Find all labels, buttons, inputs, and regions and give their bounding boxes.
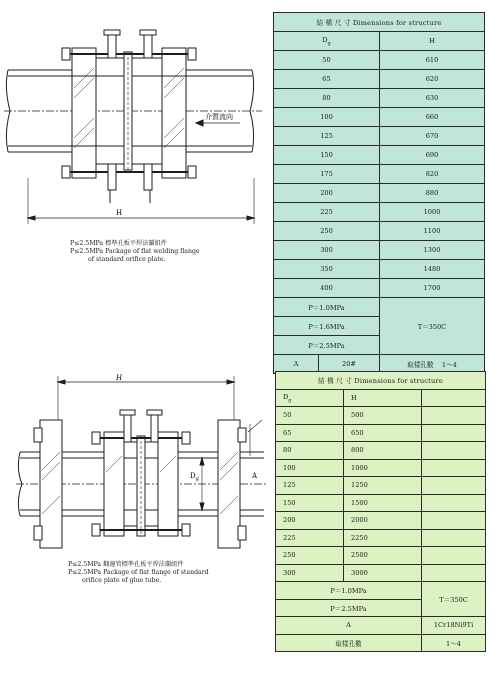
top-dg-cell: 100: [274, 108, 380, 127]
top-h-cell: 630: [380, 89, 485, 108]
table-row: [276, 407, 486, 425]
bottom-blank-cell: [422, 424, 486, 442]
bottom-blank-cell: [422, 564, 486, 582]
table-row: [274, 89, 485, 108]
table-row: [276, 424, 486, 442]
glue-tube-flange-drawing: [12, 372, 270, 562]
table-row: [276, 512, 486, 530]
bottom-h-cell: 2000: [344, 512, 422, 530]
top-col-h-header: H: [380, 32, 485, 51]
bottom-a-label: A: [252, 472, 258, 480]
table-row: [274, 279, 485, 298]
bottom-h-cell: 500: [344, 407, 422, 425]
bottom-tap-holes-value: 1～4: [422, 634, 486, 652]
table-row: [274, 165, 485, 184]
bottom-material-label: A: [276, 617, 422, 635]
table-row: [274, 127, 485, 146]
bottom-h-cell: 650: [344, 424, 422, 442]
top-dg-cell: 300: [274, 241, 380, 260]
top-h-cell: 820: [380, 165, 485, 184]
top-h-cell: 1300: [380, 241, 485, 260]
table-row: [276, 564, 486, 582]
top-dg-cell: 350: [274, 260, 380, 279]
top-h-cell: 1480: [380, 260, 485, 279]
bottom-h-cell: 2500: [344, 547, 422, 565]
table-row: [276, 459, 486, 477]
bottom-dg-cell: 300: [276, 564, 344, 582]
bottom-dg-cell: 100: [276, 459, 344, 477]
table-row: [276, 547, 486, 565]
top-material-value: 20#: [319, 355, 380, 374]
bottom-h-cell: 800: [344, 442, 422, 460]
bottom-pressure-1: P＝1.0MPa: [276, 582, 422, 600]
top-h-cell: 1700: [380, 279, 485, 298]
bottom-caption-line-1: P≤2.5MPa 翻邊管標準孔板平焊法蘭組件: [68, 561, 184, 568]
bottom-h-cell: 1000: [344, 459, 422, 477]
bottom-material-value: 1Cr18Ni9Ti: [422, 617, 486, 635]
top-dg-cell: 225: [274, 203, 380, 222]
table-row: [274, 51, 485, 70]
bottom-h-cell: 1250: [344, 477, 422, 495]
top-dg-cell: 400: [274, 279, 380, 298]
table-row: [274, 70, 485, 89]
flat-welding-flange-drawing: [4, 28, 266, 238]
bottom-dg-cell: 80: [276, 442, 344, 460]
bottom-h-cell: 1500: [344, 494, 422, 512]
bottom-col-h-header: H: [344, 389, 422, 407]
top-dg-cell: 80: [274, 89, 380, 108]
top-tap-holes: 取樣孔數 1～4: [380, 355, 485, 374]
top-caption-line-2: P≤2.5MPa Package of flat welding flange: [70, 248, 200, 255]
bottom-blank-cell: [422, 529, 486, 547]
bottom-caption-line-3: orifice plate of glue tube.: [82, 577, 162, 584]
top-caption-line-1: P≤2.5MPa 標準孔板平焊法蘭組件: [70, 240, 167, 247]
table-row: [274, 146, 485, 165]
top-pressure-3: P＝2.5MPa: [274, 336, 380, 355]
table-row: [274, 241, 485, 260]
top-drawing-caption: [70, 240, 200, 264]
bottom-dg-cell: 150: [276, 494, 344, 512]
top-h-cell: 660: [380, 108, 485, 127]
top-pressure-2: P＝1.6MPa: [274, 317, 380, 336]
bottom-dg-cell: 65: [276, 424, 344, 442]
bottom-tap-holes-label: 取樣孔數: [276, 634, 422, 652]
bottom-blank-cell: [422, 459, 486, 477]
flow-direction-label: 介質流向: [205, 113, 233, 121]
top-h-cell: 610: [380, 51, 485, 70]
table-row: [274, 108, 485, 127]
top-dimensions-table: [273, 12, 485, 374]
table-row: [276, 442, 486, 460]
top-col-d-header: $D_g$: [274, 32, 380, 51]
top-dg-cell: 175: [274, 165, 380, 184]
top-dg-cell: 250: [274, 222, 380, 241]
bottom-dg-cell: 250: [276, 547, 344, 565]
table-row: [274, 260, 485, 279]
top-h-cell: 670: [380, 127, 485, 146]
table-row: [276, 494, 486, 512]
bottom-temperature: T＝350C: [422, 582, 486, 617]
bottom-pressure-2: P＝2.5MPa: [276, 599, 422, 617]
top-dg-cell: 150: [274, 146, 380, 165]
top-table-title: 結 構 尺 寸 Dimensions for structure: [274, 13, 485, 32]
bottom-blank-cell: [422, 547, 486, 565]
table-row: [274, 222, 485, 241]
bottom-col-empty-header: [422, 389, 486, 407]
top-h-cell: 880: [380, 184, 485, 203]
bottom-blank-cell: [422, 494, 486, 512]
bottom-dg-cell: 200: [276, 512, 344, 530]
bottom-dg-cell: 125: [276, 477, 344, 495]
bottom-table-title: 結 構 尺 寸 Dimensions for structure: [276, 372, 486, 390]
bottom-h-cell: 3000: [344, 564, 422, 582]
bottom-dg-cell: 225: [276, 529, 344, 547]
bottom-blank-cell: [422, 477, 486, 495]
top-h-cell: 1000: [380, 203, 485, 222]
top-dg-cell: 125: [274, 127, 380, 146]
top-dg-cell: 50: [274, 51, 380, 70]
table-row: [274, 184, 485, 203]
bottom-dg-label: $D_g$: [190, 472, 199, 482]
table-row: [274, 203, 485, 222]
bottom-blank-cell: [422, 512, 486, 530]
top-temperature: T＝350C: [380, 298, 485, 355]
top-h-cell: 690: [380, 146, 485, 165]
bottom-blank-cell: [422, 407, 486, 425]
bottom-drawing-caption: [68, 561, 209, 585]
top-h-cell: 1100: [380, 222, 485, 241]
table-row: [276, 529, 486, 547]
top-h-dimension-label: H: [116, 209, 123, 217]
top-pressure-1: P＝1.0MPa: [274, 298, 380, 317]
table-row: [276, 477, 486, 495]
top-h-cell: 620: [380, 70, 485, 89]
bottom-blank-cell: [422, 442, 486, 460]
top-caption-line-3: of standard orifice plate.: [88, 256, 166, 263]
bottom-col-d-header: $D_g$: [276, 389, 344, 407]
bottom-dimensions-table: [275, 371, 486, 652]
top-material-label: A: [274, 355, 319, 374]
bottom-caption-line-2: P≤2.5MPa Package of flat flange of standard: [68, 569, 209, 576]
top-dg-cell: 200: [274, 184, 380, 203]
bottom-h-dimension-label: H: [116, 374, 123, 382]
top-dg-cell: 65: [274, 70, 380, 89]
bottom-dg-cell: 50: [276, 407, 344, 425]
bottom-h-cell: 2250: [344, 529, 422, 547]
